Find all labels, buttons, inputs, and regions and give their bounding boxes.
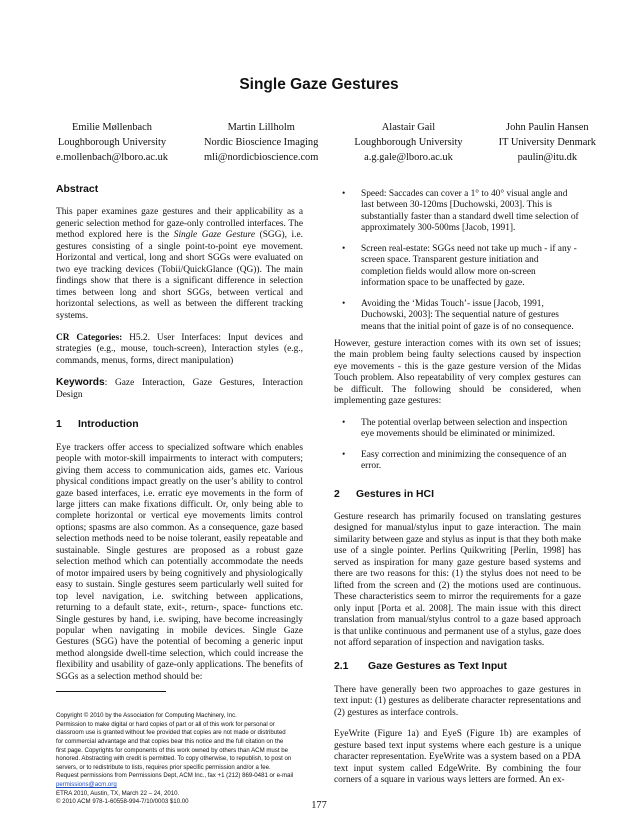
copyright-line: first page. Copyrights for components of this work owned by others than ACM must be	[56, 746, 289, 754]
bullet-icon: •	[342, 189, 346, 199]
list-item	[334, 418, 581, 441]
copyright-line: © 2010 ACM 978-1-60558-994-7/10/0003 $10.00	[56, 798, 189, 806]
section-heading-gaze-gestures-text-input	[334, 661, 581, 672]
keywords-text: : Gaze Interaction, Gaze Gestures, Interaction Design	[56, 378, 303, 400]
permissions-email-link[interactable]: permissions@acm.org	[56, 780, 117, 788]
section2-text: Gesture research has primarily focused on translating gestures designed for manual/stylus input to gaze interaction. The main similarity between gaze and stylus as input is that they both make use of a single pointer. Perlins Quikwriting [Perlin, 1998] has served as inspiration for many gaze gesture based systems and there are two reasons for this: (1) the stylus does not need to be lifted from the screen and (2) the motions used are continuous. These characteristics seem to mirror the requirements for a gaze only input [Porta et al. 2008]. The main issue with this direct translation from manual/stylus control to a gaze based approach is that unlike continuous and permanent use of a stylus, gaze does not afford separation of inspection and navigation tasks.	[334, 511, 581, 648]
footnote-rule	[56, 691, 166, 692]
abstract-text-part: (SGG), i.e. gestures consisting of a single point-to-point eye movement. Horizontal and vertical, long and short SGGs were evaluated on two eye tracking devices (Tobii/QuickGlance (QG)). The main findings show that there is a significant difference in selection times between long and short SGGs, between vertical and horizontal selections, as well as between the different tracking systems.	[56, 230, 303, 321]
list-item	[334, 299, 581, 333]
section-heading-introduction	[56, 419, 303, 430]
author-name: Emilie Møllenbach	[72, 122, 152, 133]
copyright-line: Permission to make digital or hard copies of part or all of this work for personal or	[56, 720, 275, 728]
author-affiliation: Nordic Bioscience Imaging	[204, 137, 319, 148]
copyright-notice	[56, 712, 303, 807]
author-block	[56, 120, 596, 165]
author-affiliation: Loughborough University	[57, 137, 167, 148]
copyright-line: honored. Abstracting with credit is permitted. To copy otherwise, to republish, to post on	[56, 755, 292, 763]
author	[56, 120, 168, 165]
bullet-icon: •	[342, 449, 346, 460]
section-heading-gestures-in-hci	[334, 489, 581, 500]
bullet-icon: •	[342, 298, 346, 309]
copyright-line: servers, or to redistribute to lists, requires prior specific permission and/or a fee.	[56, 763, 271, 771]
author-affiliation: IT University Denmark	[498, 137, 596, 148]
section-number: 2.1	[334, 661, 349, 673]
bullet-icon: •	[342, 243, 346, 254]
section-title: Introduction	[78, 419, 139, 431]
benefits-list	[334, 189, 581, 333]
list-item-text: The potential overlap between selection and inspection eye movements should be eliminated or minimized.	[361, 417, 568, 440]
section-title: Gaze Gestures as Text Input	[368, 661, 507, 673]
author-email: e.mollenbach@lboro.ac.uk	[56, 152, 168, 163]
list-item	[334, 189, 581, 235]
list-item-text: Screen real-estate: SGGs need not take up much - if any - screen space. Transparent gesture initiation and completion fields would allow more on-screen information space to be unaffected by gaze.	[361, 243, 577, 289]
list-item	[334, 244, 581, 290]
section-number: 2	[334, 488, 340, 500]
author-name: John Paulin Hansen	[506, 122, 589, 133]
introduction-text: Eye trackers offer access to specialized software which enables people with motor-skill impairments to interact with computers; giving them access to communication aids, games etc. Various physical conditions impact greatly on the user’s ability to control gaze based interfaces, i.e. erratic eye movements in the form of large jitters can make fixations difficult. Or, only being able to complete horizontal or vertical eye movements limits control options; spasms are also common. As a consequence, gaze based selection methods need to be noise tolerant, easily repeatable and sustainable. Single gestures are proposed as a robust gaze selection method which can potentially accommodate the needs of motor impaired users by being cognitively and physiologically easy to sustain. Single gestures seem particularly well suited for top level navigation, i.e. switching between applications, returning to a default state, exit-, return-, space- functions etc. Single gestures by hand, i.e. swiping, have become increasingly popular when navigating in mobile devices. Single Gaze Gestures (SGG) have the potential of becoming a generic input method alongside dwell-time selection, which could increase the flexibility and usability of gaze-only applications. The benefits of SGGs as a selection method should be:	[56, 442, 303, 682]
author	[354, 120, 462, 165]
author	[204, 120, 318, 165]
list-item-text: Avoiding the ‘Midas Touch’- issue [Jacob, 1991, Duchowski, 2003]: The sequential nature of gestures means that the initial point of gaze is of no consequence.	[361, 298, 574, 332]
cr-categories-label: CR Categories:	[56, 332, 123, 343]
list-item-text: Speed: Saccades can cover a 1° to 40° visual angle and last between 30-120ms [Duchowski, 2003]. This is substantially faster than a standard dwell time selection of approximately 300-500ms [Jacob, 1991].	[361, 189, 579, 234]
however-paragraph: However, gesture interaction comes with its own set of issues; the main problem being faulty selections caused by inspection eye movements - this is the gaze gesture version of the Midas Touch problem. Also repeatability of very complex gestures can be difficult. The following should be considered, when implementing gaze gestures:	[334, 338, 581, 407]
considerations-list	[334, 418, 581, 473]
abstract-heading: Abstract	[56, 184, 99, 195]
author	[499, 120, 596, 165]
list-item	[334, 450, 581, 473]
section-title: Gestures in HCI	[356, 488, 434, 500]
abstract-text	[56, 207, 303, 322]
copyright-line: Request permissions from Permissions Dept, ACM Inc., fax +1 (212) 869-0481 or e-mail	[56, 772, 294, 780]
cr-categories-text: H5.2. User Interfaces: Input devices and strategies (e.g., mouse, touch-screen), Interaction styles (e.g., commands, menus, forms, direct manipulation)	[56, 332, 303, 366]
left-column	[56, 184, 303, 807]
list-item-text: Easy correction and minimizing the consequence of an error.	[361, 449, 567, 472]
copyright-line: Copyright © 2010 by the Association for Computing Machinery, Inc.	[56, 712, 237, 720]
abstract-emphasis: Single Gaze Gesture	[173, 230, 255, 241]
keywords-label: Keywords	[56, 377, 105, 389]
right-column	[334, 189, 581, 794]
section21-text: There have generally been two approaches to gaze gestures in text input: (1) gestures as deliberate character representations and (2) gestures as interface controls.	[334, 684, 581, 718]
page-number: 177	[311, 800, 327, 811]
author-email: mli@nordicbioscience.com	[204, 152, 319, 163]
author-affiliation: Loughborough University	[354, 137, 463, 148]
author-email: paulin@itu.dk	[517, 152, 578, 163]
section-number: 1	[56, 419, 62, 431]
author-email: a.g.gale@lboro.ac.uk	[364, 152, 453, 163]
author-name: Alastair Gail	[381, 122, 436, 133]
bullet-icon: •	[342, 417, 346, 428]
paper-title: Single Gaze Gestures	[239, 76, 399, 93]
cr-categories	[56, 333, 303, 367]
copyright-line: ETRA 2010, Austin, TX, March 22 – 24, 2010.	[56, 789, 180, 797]
keywords	[56, 377, 303, 401]
section21-text: EyeWrite (Figure 1a) and EyeS (Figure 1b) are examples of gesture based text input systems where each gesture is a unique character representation. EyeWrite was a system based on a PDA text input system called EdgeWrite. By combining the four corners of a square in various ways letters are formed. An ex-	[334, 729, 581, 786]
copyright-line: for commercial advantage and that copies bear this notice and the full citation on the	[56, 738, 284, 745]
abstract-text-part: This paper examines gaze gestures and their applicability as a generic selection method for gaze-only controlled interfaces. The method explored here is the	[56, 207, 303, 241]
copyright-line: classroom use is granted without fee provided that copies are not made or distributed	[56, 729, 286, 737]
author-name: Martin Lillholm	[227, 122, 295, 133]
